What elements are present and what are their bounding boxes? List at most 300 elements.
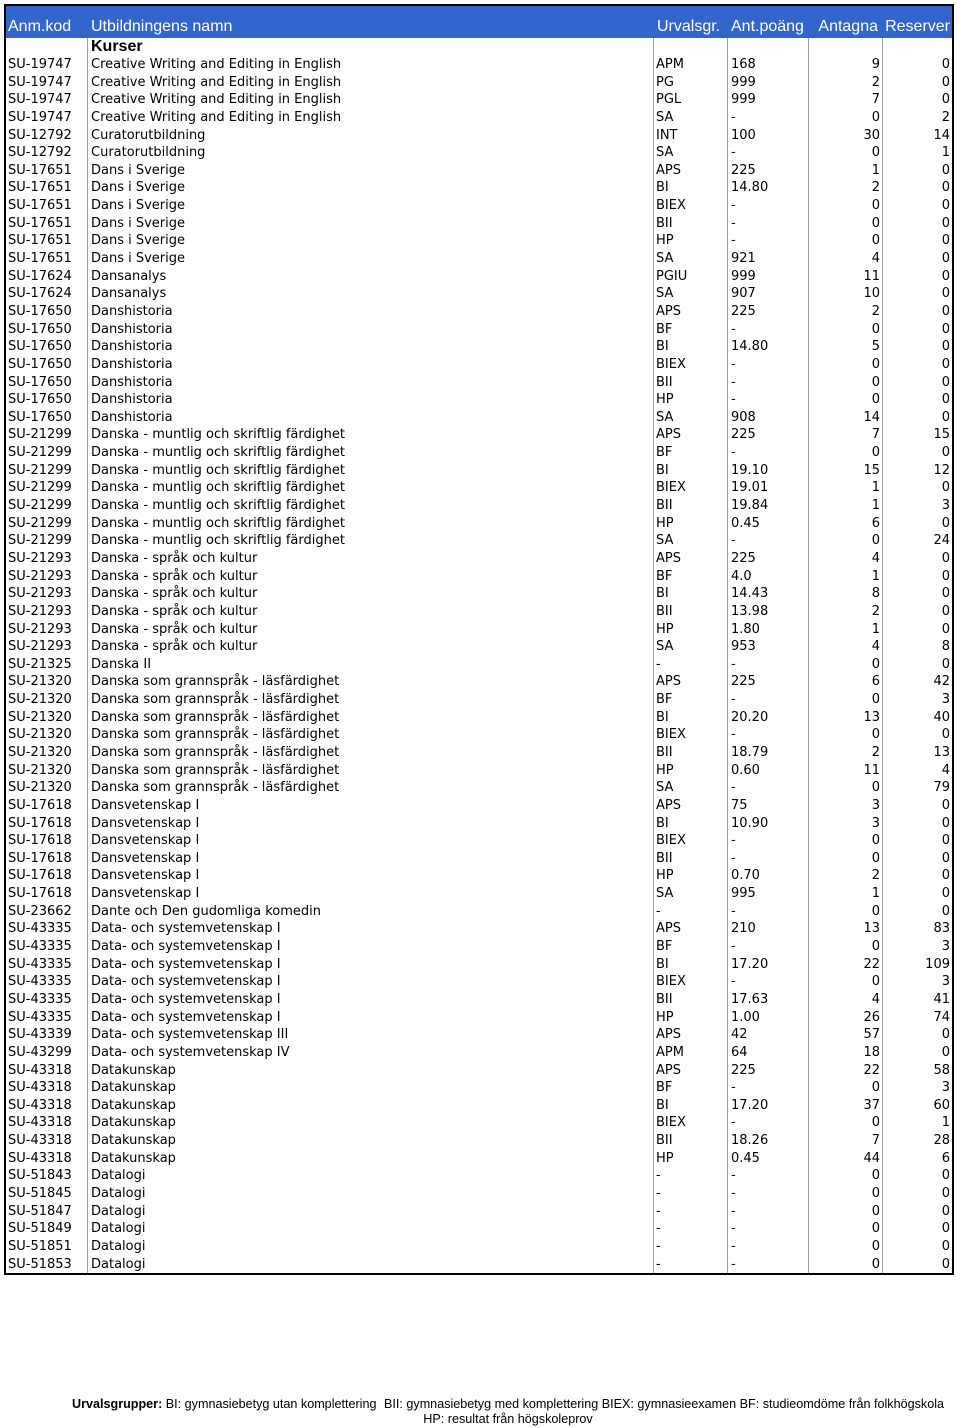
cell-antagna: 57 — [808, 1026, 882, 1044]
cell-antagna: 10 — [808, 285, 882, 303]
cell-antagna: 0 — [808, 144, 882, 162]
cell-antpoang: 14.43 — [727, 585, 808, 603]
cell-utbildningens-namn: Danska som grannspråk - läsfärdighet — [87, 762, 653, 780]
cell-reserver: 3 — [882, 691, 952, 709]
cell-urvalsgrupp: APS — [653, 1062, 727, 1080]
cell-antpoang: - — [727, 215, 808, 233]
cell-antpoang: - — [727, 374, 808, 392]
cell-anmkod: SU-21320 — [8, 674, 72, 690]
cell-reserver: 0 — [882, 409, 952, 427]
table-row — [6, 673, 952, 691]
legend-item: BII: gymnasiebetyg med komplettering — [384, 1397, 599, 1411]
cell-antagna: 0 — [808, 656, 882, 674]
legend-item: BI: gymnasiebetyg utan komplettering — [165, 1397, 377, 1411]
cell-antagna: 7 — [808, 91, 882, 109]
cell-utbildningens-namn: Danska - språk och kultur — [87, 603, 653, 621]
cell-reserver: 3 — [882, 497, 952, 515]
cell-utbildningens-namn: Datalogi — [87, 1220, 653, 1238]
table-row — [6, 973, 952, 991]
cell-urvalsgrupp: SA — [653, 779, 727, 797]
cell-reserver: 0 — [882, 726, 952, 744]
cell-anmkod: SU-21325 — [8, 656, 72, 672]
cell-anmkod: SU-17651 — [8, 198, 72, 214]
cell-reserver: 12 — [882, 462, 952, 480]
cell-utbildningens-namn: Dansvetenskap I — [87, 885, 653, 903]
cell-reserver: 0 — [882, 815, 952, 833]
cell-anmkod: SU-21299 — [8, 533, 72, 549]
cell-urvalsgrupp: APS — [653, 673, 727, 691]
cell-urvalsgrupp: BF — [653, 568, 727, 586]
cell-antagna: 0 — [808, 444, 882, 462]
cell-anmkod: SU-19747 — [8, 57, 72, 72]
cell-utbildningens-namn: Danska - muntlig och skriftlig färdighet — [87, 426, 653, 444]
cell-antpoang: 0.70 — [727, 867, 808, 885]
cell-utbildningens-namn: Datalogi — [87, 1167, 653, 1185]
table-row — [6, 726, 952, 744]
cell-anmkod: SU-43318 — [8, 1150, 72, 1166]
cell-antpoang: - — [727, 938, 808, 956]
table-row — [6, 1185, 952, 1203]
cell-utbildningens-namn: Data- och systemvetenskap I — [87, 991, 653, 1009]
table-row — [6, 709, 952, 727]
cell-reserver: 109 — [882, 956, 952, 974]
cell-anmkod: SU-17650 — [8, 392, 72, 408]
cell-anmkod: SU-17618 — [8, 833, 72, 849]
cell-reserver: 0 — [882, 515, 952, 533]
table-row — [6, 1044, 952, 1062]
cell-antpoang: 999 — [727, 91, 808, 109]
cell-utbildningens-namn: Dante och Den gudomliga komedin — [87, 903, 653, 921]
cell-anmkod: SU-43299 — [8, 1044, 72, 1060]
cell-antagna: 0 — [808, 1256, 882, 1274]
table-row — [6, 621, 952, 639]
cell-reserver: 58 — [882, 1062, 952, 1080]
table-row — [6, 215, 952, 233]
cell-anmkod: SU-17650 — [8, 339, 72, 355]
cell-urvalsgrupp: SA — [653, 885, 727, 903]
cell-antagna: 9 — [808, 56, 882, 74]
cell-antagna: 0 — [808, 726, 882, 744]
cell-urvalsgrupp: BII — [653, 744, 727, 762]
cell-urvalsgrupp: BI — [653, 585, 727, 603]
cell-anmkod: SU-43339 — [8, 1027, 72, 1043]
cell-urvalsgrupp: PGL — [653, 91, 727, 109]
cell-reserver: 28 — [882, 1132, 952, 1150]
cell-urvalsgrupp: HP — [653, 391, 727, 409]
table-row — [6, 1203, 952, 1221]
cell-urvalsgrupp: HP — [653, 762, 727, 780]
cell-antpoang: - — [727, 1167, 808, 1185]
cell-reserver: 0 — [882, 585, 952, 603]
cell-urvalsgrupp: BIEX — [653, 726, 727, 744]
cell-anmkod: SU-17624 — [8, 286, 72, 302]
cell-antpoang: - — [727, 109, 808, 127]
cell-antagna: 0 — [808, 1114, 882, 1132]
cell-antagna: 0 — [808, 903, 882, 921]
cell-anmkod: SU-17618 — [8, 850, 72, 866]
cell-anmkod: SU-43335 — [8, 991, 72, 1007]
column-header-antagna: Antagna — [818, 18, 878, 35]
table-row — [6, 762, 952, 780]
table-row — [6, 144, 952, 162]
cell-utbildningens-namn: Danska som grannspråk - läsfärdighet — [87, 673, 653, 691]
cell-antpoang: 921 — [727, 250, 808, 268]
cell-antpoang: - — [727, 832, 808, 850]
cell-antpoang: 225 — [727, 1062, 808, 1080]
table-row — [6, 497, 952, 515]
cell-reserver: 3 — [882, 938, 952, 956]
cell-antagna: 0 — [808, 973, 882, 991]
cell-utbildningens-namn: Danska - muntlig och skriftlig färdighet — [87, 444, 653, 462]
table-row — [6, 338, 952, 356]
legend-item: BF: studieomdöme från folkhögskola — [739, 1397, 945, 1411]
cell-urvalsgrupp: HP — [653, 515, 727, 533]
table-row — [6, 479, 952, 497]
cell-utbildningens-namn: Danshistoria — [87, 338, 653, 356]
cell-reserver: 0 — [882, 285, 952, 303]
cell-utbildningens-namn: Dans i Sverige — [87, 232, 653, 250]
cell-antagna: 44 — [808, 1150, 882, 1168]
cell-reserver: 0 — [882, 391, 952, 409]
cell-urvalsgrupp: BIEX — [653, 832, 727, 850]
cell-utbildningens-namn: Creative Writing and Editing in English — [87, 109, 653, 127]
cell-urvalsgrupp: BI — [653, 338, 727, 356]
cell-antpoang: - — [727, 232, 808, 250]
cell-anmkod: SU-43335 — [8, 956, 72, 972]
cell-antpoang: 14.80 — [727, 179, 808, 197]
cell-anmkod: SU-51847 — [8, 1203, 72, 1219]
cell-anmkod: SU-17651 — [8, 233, 72, 249]
cell-antpoang: 210 — [727, 920, 808, 938]
cell-antpoang: 19.01 — [727, 479, 808, 497]
cell-anmkod: SU-12792 — [8, 145, 72, 161]
cell-antpoang: 225 — [727, 550, 808, 568]
cell-antpoang: - — [727, 321, 808, 339]
cell-antagna: 0 — [808, 938, 882, 956]
cell-urvalsgrupp: BI — [653, 956, 727, 974]
cell-anmkod: SU-12792 — [8, 127, 72, 143]
cell-antagna: 26 — [808, 1009, 882, 1027]
table-row — [6, 162, 952, 180]
cell-urvalsgrupp: BF — [653, 444, 727, 462]
cell-reserver: 1 — [882, 1114, 952, 1132]
cell-antagna: 6 — [808, 673, 882, 691]
cell-reserver: 0 — [882, 603, 952, 621]
cell-anmkod: SU-21320 — [8, 692, 72, 708]
cell-anmkod: SU-21293 — [8, 639, 72, 655]
cell-antagna: 1 — [808, 621, 882, 639]
table-row — [6, 1114, 952, 1132]
cell-utbildningens-namn: Danshistoria — [87, 321, 653, 339]
table-body — [6, 56, 952, 1273]
cell-anmkod: SU-21293 — [8, 568, 72, 584]
cell-reserver: 6 — [882, 1150, 952, 1168]
cell-antagna: 11 — [808, 762, 882, 780]
cell-utbildningens-namn: Danska - muntlig och skriftlig färdighet — [87, 497, 653, 515]
cell-antpoang: 14.80 — [727, 338, 808, 356]
cell-antagna: 0 — [808, 232, 882, 250]
cell-utbildningens-namn: Dansvetenskap I — [87, 797, 653, 815]
cell-reserver: 3 — [882, 1079, 952, 1097]
table-row — [6, 1009, 952, 1027]
column-header-utbildningens-namn: Utbildningens namn — [91, 18, 233, 35]
cell-urvalsgrupp: INT — [653, 127, 727, 145]
cell-antpoang: 19.84 — [727, 497, 808, 515]
table-row — [6, 250, 952, 268]
cell-anmkod: SU-17650 — [8, 321, 72, 337]
cell-urvalsgrupp: BF — [653, 321, 727, 339]
cell-antagna: 0 — [808, 691, 882, 709]
table-row — [6, 426, 952, 444]
cell-anmkod: SU-21299 — [8, 480, 72, 496]
cell-antpoang: - — [727, 903, 808, 921]
cell-reserver: 0 — [882, 903, 952, 921]
cell-anmkod: SU-21299 — [8, 462, 72, 478]
cell-antagna: 1 — [808, 162, 882, 180]
cell-reserver: 83 — [882, 920, 952, 938]
cell-reserver: 0 — [882, 797, 952, 815]
cell-reserver: 0 — [882, 832, 952, 850]
cell-utbildningens-namn: Creative Writing and Editing in English — [87, 74, 653, 92]
cell-antagna: 4 — [808, 638, 882, 656]
cell-urvalsgrupp: BIEX — [653, 356, 727, 374]
cell-antagna: 2 — [808, 744, 882, 762]
cell-antpoang: 225 — [727, 303, 808, 321]
cell-urvalsgrupp: BF — [653, 1079, 727, 1097]
cell-utbildningens-namn: Danska - muntlig och skriftlig färdighet — [87, 479, 653, 497]
cell-utbildningens-namn: Dansvetenskap I — [87, 867, 653, 885]
legend-line-2 — [72, 1412, 944, 1427]
table-row — [6, 356, 952, 374]
cell-urvalsgrupp: SA — [653, 250, 727, 268]
table-row — [6, 815, 952, 833]
cell-reserver: 0 — [882, 1026, 952, 1044]
cell-utbildningens-namn: Dansvetenskap I — [87, 850, 653, 868]
cell-reserver: 74 — [882, 1009, 952, 1027]
cell-utbildningens-namn: Datakunskap — [87, 1097, 653, 1115]
legend-line-1 — [72, 1397, 944, 1412]
cell-reserver: 41 — [882, 991, 952, 1009]
cell-anmkod: SU-43335 — [8, 974, 72, 990]
cell-antagna: 15 — [808, 462, 882, 480]
cell-anmkod: SU-19747 — [8, 92, 72, 108]
cell-anmkod: SU-17618 — [8, 886, 72, 902]
cell-anmkod: SU-21293 — [8, 550, 72, 566]
cell-antpoang: 908 — [727, 409, 808, 427]
table-row — [6, 515, 952, 533]
cell-antagna: 37 — [808, 1097, 882, 1115]
cell-antagna: 30 — [808, 127, 882, 145]
cell-utbildningens-namn: Danska - muntlig och skriftlig färdighet — [87, 532, 653, 550]
cell-antagna: 1 — [808, 497, 882, 515]
section-title: Kurser — [87, 38, 653, 56]
cell-utbildningens-namn: Danshistoria — [87, 356, 653, 374]
cell-antpoang: 4.0 — [727, 568, 808, 586]
table-row — [6, 409, 952, 427]
table-row — [6, 867, 952, 885]
cell-urvalsgrupp: - — [653, 656, 727, 674]
cell-antagna: 5 — [808, 338, 882, 356]
cell-utbildningens-namn: Datakunskap — [87, 1062, 653, 1080]
cell-anmkod: SU-43318 — [8, 1097, 72, 1113]
cell-urvalsgrupp: BIEX — [653, 973, 727, 991]
cell-antpoang: 19.10 — [727, 462, 808, 480]
cell-utbildningens-namn: Curatorutbildning — [87, 127, 653, 145]
cell-utbildningens-namn: Dansvetenskap I — [87, 815, 653, 833]
table-row — [6, 285, 952, 303]
cell-urvalsgrupp: SA — [653, 409, 727, 427]
cell-anmkod: SU-21293 — [8, 586, 72, 602]
cell-antagna: 0 — [808, 1167, 882, 1185]
cell-reserver: 0 — [882, 850, 952, 868]
cell-reserver: 0 — [882, 74, 952, 92]
table-row — [6, 109, 952, 127]
table-row — [6, 303, 952, 321]
cell-anmkod: SU-21320 — [8, 780, 72, 796]
cell-antagna: 2 — [808, 303, 882, 321]
cell-antpoang: 225 — [727, 162, 808, 180]
cell-antpoang: 18.26 — [727, 1132, 808, 1150]
column-header-anmkod: Anm.kod — [8, 18, 72, 35]
cell-urvalsgrupp: SA — [653, 532, 727, 550]
cell-anmkod: SU-19747 — [8, 74, 72, 90]
cell-antpoang: 13.98 — [727, 603, 808, 621]
cell-reserver: 0 — [882, 621, 952, 639]
cell-utbildningens-namn: Danska - muntlig och skriftlig färdighet — [87, 515, 653, 533]
footer-legend — [72, 1397, 944, 1427]
cell-reserver: 0 — [882, 250, 952, 268]
cell-utbildningens-namn: Danska - språk och kultur — [87, 568, 653, 586]
cell-reserver: 0 — [882, 1220, 952, 1238]
cell-urvalsgrupp: - — [653, 903, 727, 921]
cell-reserver: 0 — [882, 656, 952, 674]
cell-urvalsgrupp: APS — [653, 920, 727, 938]
cell-urvalsgrupp: BIEX — [653, 479, 727, 497]
table-row — [6, 832, 952, 850]
cell-anmkod: SU-17650 — [8, 356, 72, 372]
cell-antagna: 7 — [808, 426, 882, 444]
cell-anmkod: SU-23662 — [8, 903, 72, 919]
cell-utbildningens-namn: Danska II — [87, 656, 653, 674]
cell-anmkod: SU-17650 — [8, 409, 72, 425]
cell-urvalsgrupp: - — [653, 1256, 727, 1274]
cell-antpoang: 907 — [727, 285, 808, 303]
cell-reserver: 0 — [882, 550, 952, 568]
cell-utbildningens-namn: Dans i Sverige — [87, 197, 653, 215]
cell-utbildningens-namn: Dans i Sverige — [87, 162, 653, 180]
cell-antagna: 0 — [808, 779, 882, 797]
cell-antagna: 22 — [808, 1062, 882, 1080]
column-header-urvalsgrupp: Urvalsgr. — [657, 18, 721, 35]
cell-anmkod: SU-17618 — [8, 797, 72, 813]
cell-utbildningens-namn: Datalogi — [87, 1256, 653, 1274]
table-row — [6, 444, 952, 462]
cell-antagna: 0 — [808, 391, 882, 409]
cell-reserver: 0 — [882, 479, 952, 497]
cell-antpoang: - — [727, 1114, 808, 1132]
cell-antpoang: 75 — [727, 797, 808, 815]
cell-anmkod: SU-43318 — [8, 1115, 72, 1131]
cell-reserver: 0 — [882, 197, 952, 215]
cell-antpoang: - — [727, 1203, 808, 1221]
cell-antagna: 2 — [808, 603, 882, 621]
table-row — [6, 1220, 952, 1238]
cell-urvalsgrupp: BIEX — [653, 197, 727, 215]
cell-urvalsgrupp: BII — [653, 215, 727, 233]
cell-reserver: 0 — [882, 867, 952, 885]
cell-anmkod: SU-17651 — [8, 251, 72, 267]
cell-antpoang: - — [727, 1256, 808, 1274]
cell-antagna: 2 — [808, 867, 882, 885]
cell-reserver: 4 — [882, 762, 952, 780]
cell-urvalsgrupp: BI — [653, 179, 727, 197]
table-row — [6, 550, 952, 568]
table-row — [6, 56, 952, 74]
cell-antagna: 0 — [808, 215, 882, 233]
cell-antpoang: 20.20 — [727, 709, 808, 727]
cell-antagna: 4 — [808, 991, 882, 1009]
table-row — [6, 91, 952, 109]
cell-urvalsgrupp: SA — [653, 144, 727, 162]
cell-utbildningens-namn: Danska - språk och kultur — [87, 621, 653, 639]
cell-antpoang: 0.45 — [727, 1150, 808, 1168]
cell-utbildningens-namn: Danshistoria — [87, 409, 653, 427]
cell-antpoang: 18.79 — [727, 744, 808, 762]
cell-reserver: 0 — [882, 1238, 952, 1256]
table-row — [6, 532, 952, 550]
cell-anmkod: SU-21299 — [8, 445, 72, 461]
cell-urvalsgrupp: - — [653, 1220, 727, 1238]
cell-urvalsgrupp: BII — [653, 991, 727, 1009]
table-row — [6, 638, 952, 656]
cell-urvalsgrupp: BI — [653, 462, 727, 480]
cell-urvalsgrupp: APS — [653, 303, 727, 321]
cell-antagna: 14 — [808, 409, 882, 427]
cell-reserver: 0 — [882, 885, 952, 903]
cell-antagna: 4 — [808, 250, 882, 268]
cell-reserver: 0 — [882, 321, 952, 339]
cell-antpoang: - — [727, 691, 808, 709]
cell-antagna: 0 — [808, 197, 882, 215]
cell-antpoang: 1.00 — [727, 1009, 808, 1027]
cell-anmkod: SU-51853 — [8, 1256, 72, 1272]
cell-antpoang: 17.20 — [727, 1097, 808, 1115]
table-row — [6, 179, 952, 197]
cell-reserver: 0 — [882, 1167, 952, 1185]
cell-antagna: 2 — [808, 179, 882, 197]
table-row — [6, 991, 952, 1009]
cell-reserver: 24 — [882, 532, 952, 550]
cell-utbildningens-namn: Datakunskap — [87, 1114, 653, 1132]
cell-antpoang: 995 — [727, 885, 808, 903]
cell-reserver: 42 — [882, 673, 952, 691]
cell-anmkod: SU-17651 — [8, 215, 72, 231]
cell-antpoang: 168 — [727, 56, 808, 74]
cell-reserver: 1 — [882, 144, 952, 162]
cell-urvalsgrupp: HP — [653, 867, 727, 885]
table-row — [6, 1062, 952, 1080]
section-cell-empty — [6, 38, 87, 56]
cell-utbildningens-namn: Data- och systemvetenskap I — [87, 973, 653, 991]
cell-utbildningens-namn: Danska som grannspråk - läsfärdighet — [87, 691, 653, 709]
cell-antpoang: 1.80 — [727, 621, 808, 639]
cell-anmkod: SU-17618 — [8, 815, 72, 831]
cell-reserver: 0 — [882, 1203, 952, 1221]
cell-utbildningens-namn: Danshistoria — [87, 303, 653, 321]
cell-utbildningens-namn: Datalogi — [87, 1238, 653, 1256]
cell-reserver: 3 — [882, 973, 952, 991]
table-row — [6, 391, 952, 409]
